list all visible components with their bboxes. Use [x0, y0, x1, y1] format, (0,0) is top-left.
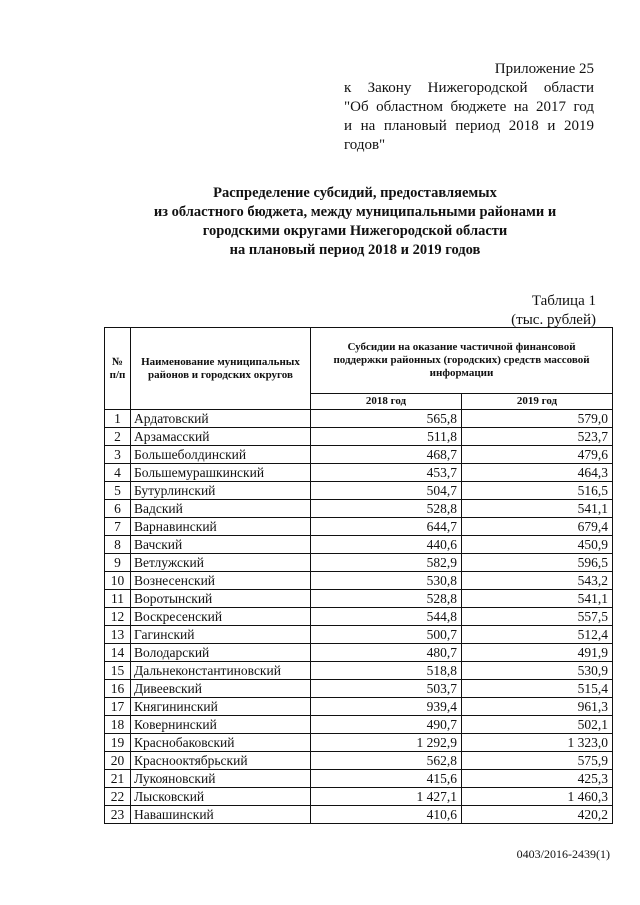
row-number: 13: [105, 626, 131, 644]
row-number: 23: [105, 806, 131, 824]
row-number: 9: [105, 554, 131, 572]
district-name: Ветлужский: [131, 554, 311, 572]
table-row: [105, 608, 613, 626]
subsidy-2018: 1 292,9: [311, 734, 462, 752]
row-number: 7: [105, 518, 131, 536]
subsidy-2019: 541,1: [462, 590, 613, 608]
row-number: 15: [105, 662, 131, 680]
table-row: [105, 590, 613, 608]
subsidy-2019: 464,3: [462, 464, 613, 482]
table-row: [105, 410, 613, 428]
table-row: [105, 536, 613, 554]
title-line: из областного бюджета, между муниципальными районами и: [153, 204, 557, 220]
subsidy-2018: 503,7: [311, 680, 462, 698]
header-subsidy: Субсидии на оказание частичной финансовой поддержки районных (городских) средств массовой информации: [311, 328, 613, 394]
district-name: Варнавинский: [131, 518, 311, 536]
table-units: (тыс. рублей): [511, 312, 596, 328]
title-line: городскими округами Нижегородской области: [202, 223, 508, 239]
row-number: 8: [105, 536, 131, 554]
table-row: [105, 806, 613, 824]
subsidy-2019: 961,3: [462, 698, 613, 716]
row-number: 16: [105, 680, 131, 698]
table-row: [105, 752, 613, 770]
table-row: [105, 518, 613, 536]
subsidy-2018: 544,8: [311, 608, 462, 626]
subsidy-2019: 479,6: [462, 446, 613, 464]
row-number: 5: [105, 482, 131, 500]
subsidy-2018: 562,8: [311, 752, 462, 770]
district-name: Большеболдинский: [131, 446, 311, 464]
district-name: Дивеевский: [131, 680, 311, 698]
district-name: Лукояновский: [131, 770, 311, 788]
subsidy-2019: 1 323,0: [462, 734, 613, 752]
row-number: 10: [105, 572, 131, 590]
table-row: [105, 572, 613, 590]
row-number: 12: [105, 608, 131, 626]
annex-number: Приложение 25: [494, 61, 594, 77]
subsidy-2018: 530,8: [311, 572, 462, 590]
subsidy-2018: 453,7: [311, 464, 462, 482]
table-row: [105, 770, 613, 788]
district-name: Краснобаковский: [131, 734, 311, 752]
row-number: 17: [105, 698, 131, 716]
subsidy-2019: 579,0: [462, 410, 613, 428]
document-code: 0403/2016-2439(1): [516, 847, 610, 861]
subsidy-2018: 939,4: [311, 698, 462, 716]
table-row: [105, 662, 613, 680]
subsidy-2018: 528,8: [311, 500, 462, 518]
subsidy-2019: 425,3: [462, 770, 613, 788]
subsidy-2018: 440,6: [311, 536, 462, 554]
table-number: Таблица 1: [531, 293, 596, 309]
subsidy-2019: 541,1: [462, 500, 613, 518]
document-title: [80, 184, 630, 260]
row-number: 4: [105, 464, 131, 482]
subsidy-2018: 415,6: [311, 770, 462, 788]
row-number: 19: [105, 734, 131, 752]
subsidy-2018: 410,6: [311, 806, 462, 824]
table-caption: [420, 292, 596, 330]
table-row: [105, 500, 613, 518]
table-row: [105, 734, 613, 752]
table-row: [105, 464, 613, 482]
subsidy-2019: 596,5: [462, 554, 613, 572]
district-name: Вадский: [131, 500, 311, 518]
subsidy-2018: 518,8: [311, 662, 462, 680]
annex-law-title-line: годов": [344, 137, 386, 153]
table-row: [105, 788, 613, 806]
subsidy-2019: 450,9: [462, 536, 613, 554]
row-number: 3: [105, 446, 131, 464]
district-name: Гагинский: [131, 626, 311, 644]
subsidy-2019: 502,1: [462, 716, 613, 734]
table-row: [105, 482, 613, 500]
row-number: 2: [105, 428, 131, 446]
subsidy-2019: 523,7: [462, 428, 613, 446]
subsidy-2019: 543,2: [462, 572, 613, 590]
table-row: [105, 644, 613, 662]
district-name: Володарский: [131, 644, 311, 662]
district-name: Дальнеконстантиновский: [131, 662, 311, 680]
row-number: 1: [105, 410, 131, 428]
annex-law-line: к Закону Нижегородской области: [344, 80, 594, 96]
title-line: Распределение субсидий, предоставляемых: [213, 185, 497, 201]
subsidy-2019: 679,4: [462, 518, 613, 536]
subsidy-2018: 500,7: [311, 626, 462, 644]
subsidy-2018: 1 427,1: [311, 788, 462, 806]
row-number: 21: [105, 770, 131, 788]
subsidy-2019: 1 460,3: [462, 788, 613, 806]
row-number: 14: [105, 644, 131, 662]
subsidy-2019: 515,4: [462, 680, 613, 698]
subsidy-2019: 516,5: [462, 482, 613, 500]
district-name: Ардатовский: [131, 410, 311, 428]
table-row: [105, 446, 613, 464]
subsidy-2019: 512,4: [462, 626, 613, 644]
row-number: 6: [105, 500, 131, 518]
title-line: на плановый период 2018 и 2019 годов: [229, 242, 481, 258]
district-name: Воскресенский: [131, 608, 311, 626]
district-name: Навашинский: [131, 806, 311, 824]
subsidy-2018: 565,8: [311, 410, 462, 428]
district-name: Бутурлинский: [131, 482, 311, 500]
annex-header: [344, 60, 594, 155]
district-name: Большемурашкинский: [131, 464, 311, 482]
table-body: [105, 410, 613, 824]
district-name: Краснооктябрьский: [131, 752, 311, 770]
subsidy-2018: 528,8: [311, 590, 462, 608]
row-number: 11: [105, 590, 131, 608]
subsidy-2019: 420,2: [462, 806, 613, 824]
subsidy-2018: 480,7: [311, 644, 462, 662]
table-row: [105, 716, 613, 734]
subsidy-2018: 490,7: [311, 716, 462, 734]
subsidy-2018: 468,7: [311, 446, 462, 464]
table-row: [105, 626, 613, 644]
district-name: Арзамасский: [131, 428, 311, 446]
subsidy-2018: 511,8: [311, 428, 462, 446]
row-number: 18: [105, 716, 131, 734]
district-name: Воротынский: [131, 590, 311, 608]
header-no: № п/п: [105, 328, 131, 410]
table-row: [105, 428, 613, 446]
district-name: Вознесенский: [131, 572, 311, 590]
subsidy-2019: 530,9: [462, 662, 613, 680]
table-row: [105, 680, 613, 698]
district-name: Княгининский: [131, 698, 311, 716]
subsidy-2018: 504,7: [311, 482, 462, 500]
subsidy-2019: 491,9: [462, 644, 613, 662]
annex-law-title-line: "Об областном бюджете на 2017 год: [344, 99, 594, 115]
header-name: Наименование муниципальных районов и городских округов: [131, 328, 311, 410]
subsidy-2018: 582,9: [311, 554, 462, 572]
subsidy-2018: 644,7: [311, 518, 462, 536]
subsidy-table: [104, 327, 613, 824]
district-name: Лысковский: [131, 788, 311, 806]
annex-law-title-line: и на плановый период 2018 и 2019: [344, 118, 594, 134]
subsidy-2019: 557,5: [462, 608, 613, 626]
header-year-2018: 2018 год: [311, 394, 462, 410]
district-name: Вачский: [131, 536, 311, 554]
district-name: Ковернинский: [131, 716, 311, 734]
table-row: [105, 554, 613, 572]
table-row: [105, 698, 613, 716]
subsidy-2019: 575,9: [462, 752, 613, 770]
row-number: 22: [105, 788, 131, 806]
row-number: 20: [105, 752, 131, 770]
header-year-2019: 2019 год: [462, 394, 613, 410]
